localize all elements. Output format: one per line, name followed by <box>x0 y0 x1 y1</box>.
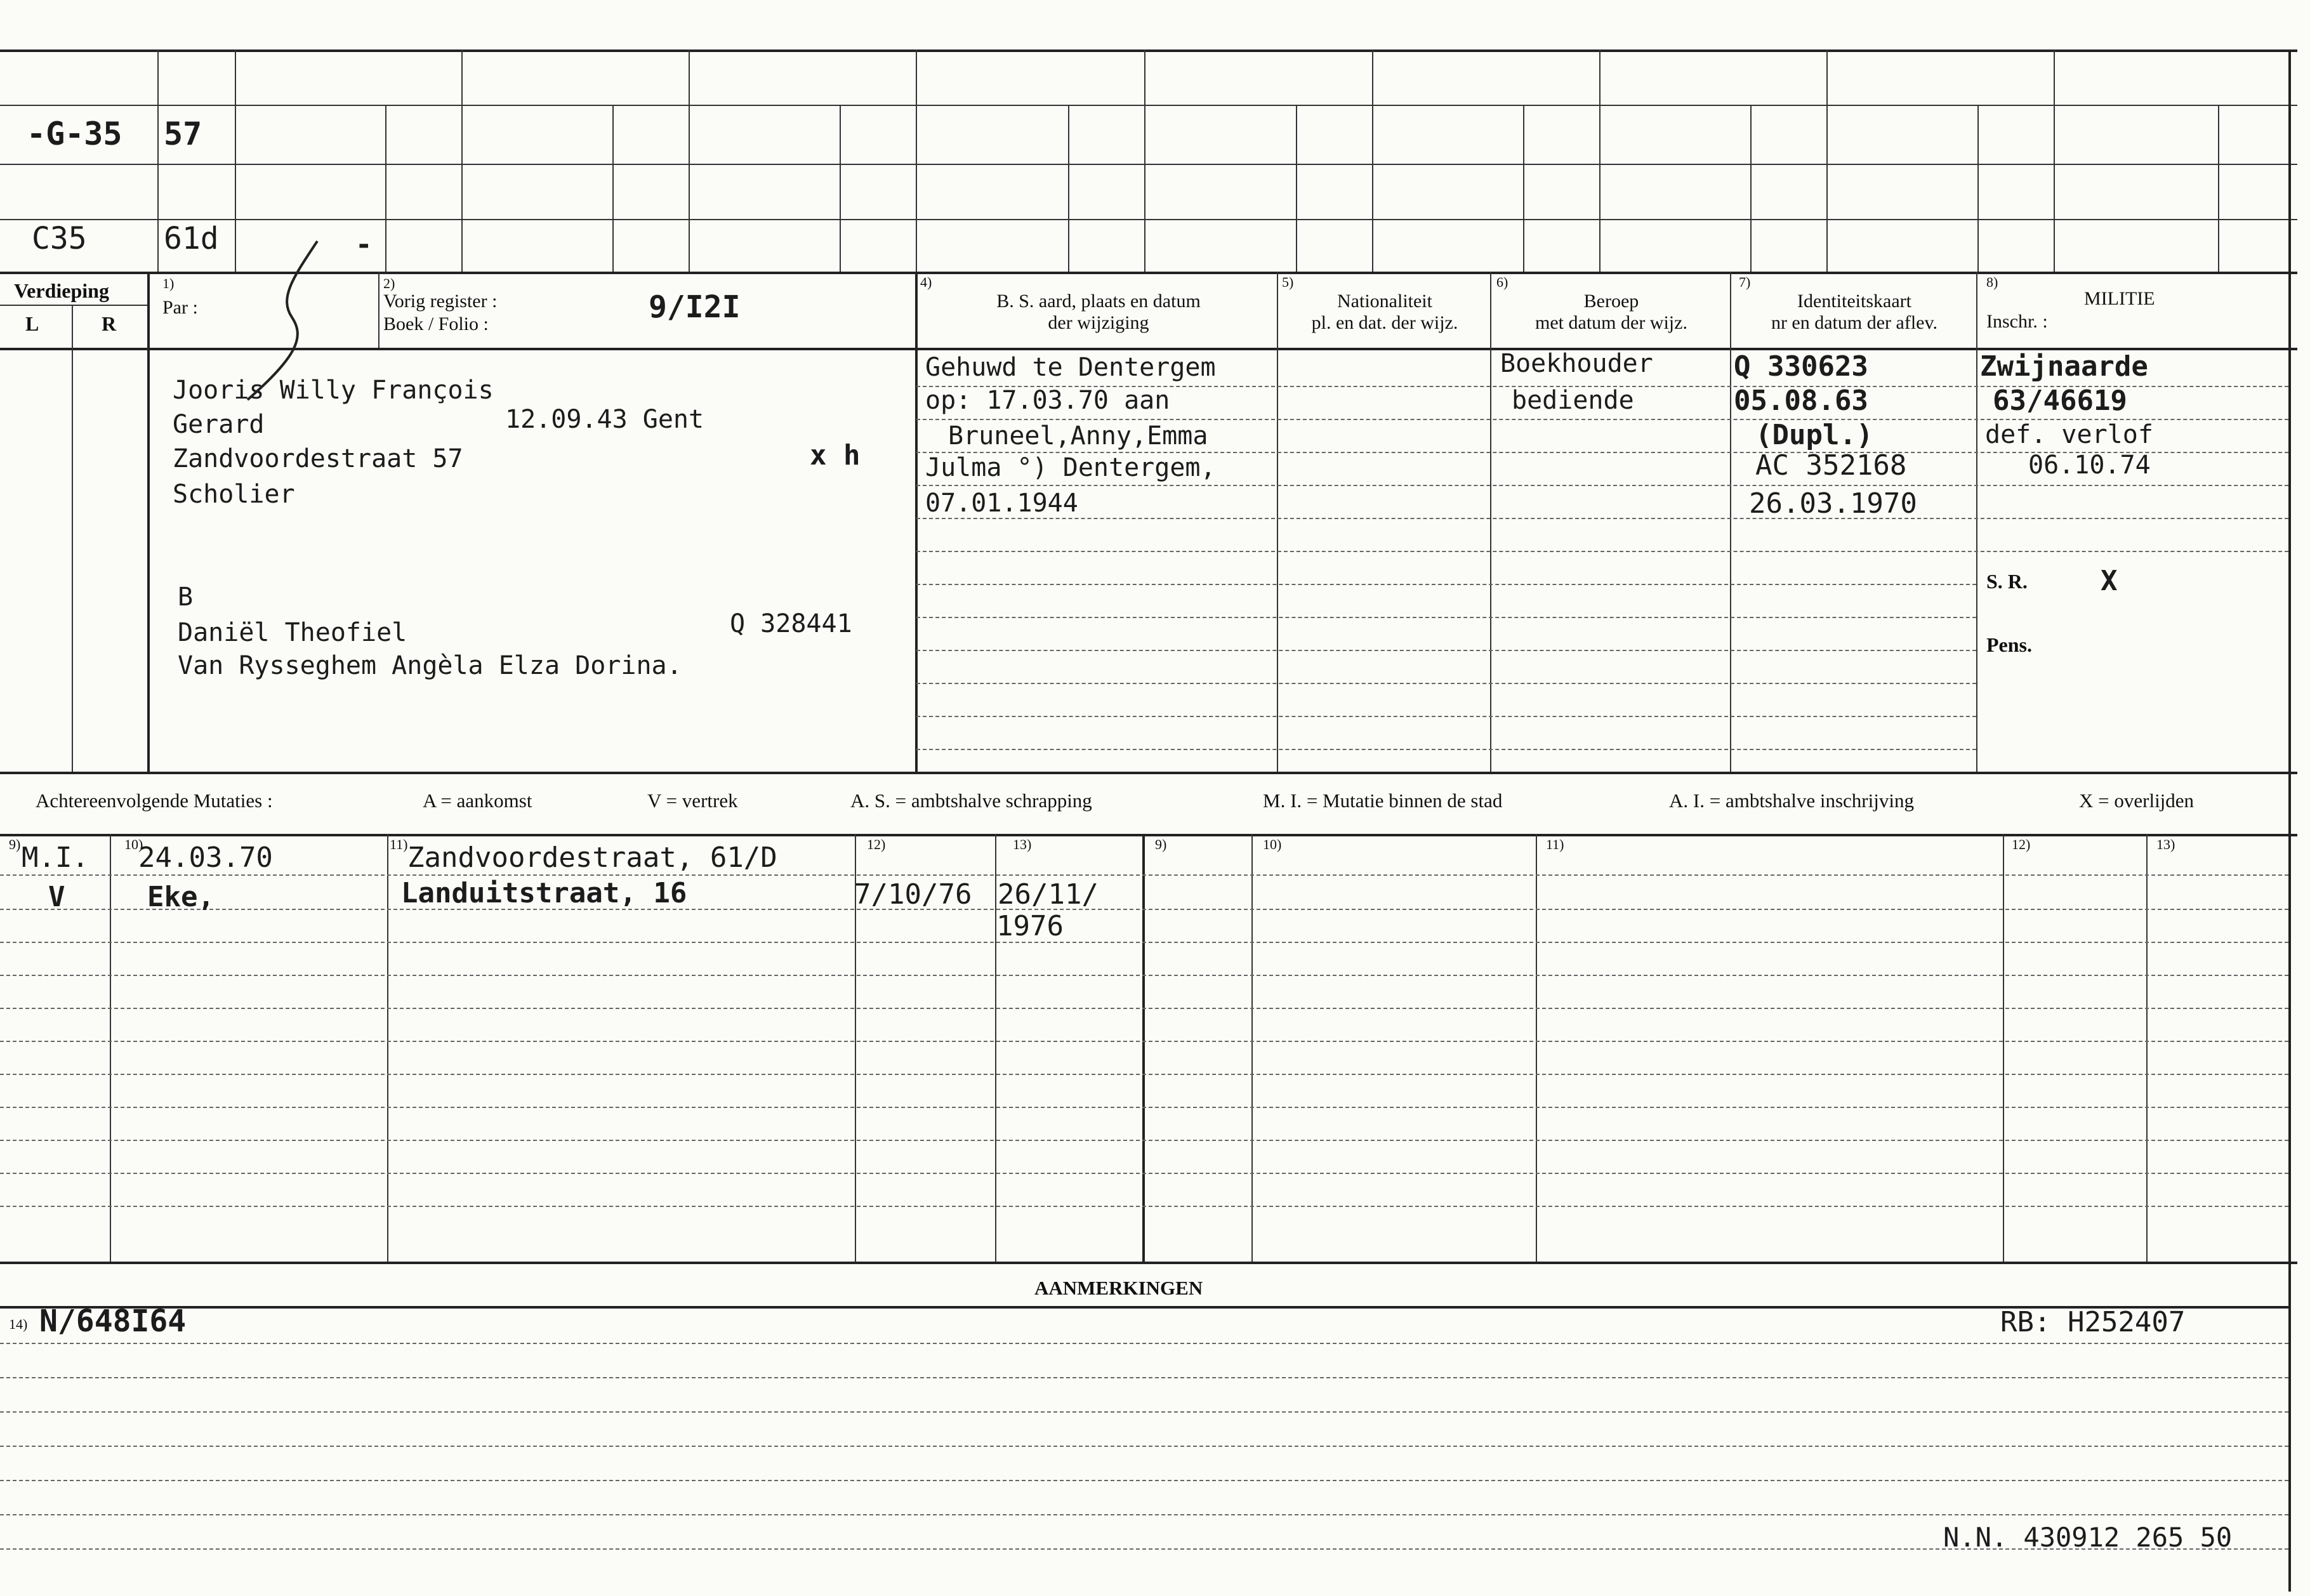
person-father: Daniël Theofiel <box>178 618 407 647</box>
mut-col-num: 12) <box>867 836 886 852</box>
mut-col-num: 13) <box>2156 836 2175 852</box>
bs-line-4: Julma °) Dentergem, <box>925 453 1216 482</box>
mut-row2-c13: 26/11/ <box>998 878 1099 911</box>
header-boek: Boek / Folio : <box>383 313 489 334</box>
remarks-rb: RB: H252407 <box>2000 1306 2186 1338</box>
remarks-ruling <box>0 1514 2288 1515</box>
ruling <box>916 485 2288 486</box>
person-father-id: Q 328441 <box>730 609 852 638</box>
code-row2-dash: - <box>355 228 373 261</box>
grid-col <box>1523 105 1524 272</box>
mutations-bottom <box>0 1262 2297 1264</box>
remarks-ruling <box>0 1377 2288 1378</box>
person-name-2: Gerard <box>173 410 265 439</box>
militie-line-3: def. verlof <box>1985 420 2153 449</box>
header-vorig-num: 2) <box>383 275 395 291</box>
id-line-4: AC 352168 <box>1755 449 1907 482</box>
col-divider <box>147 272 150 773</box>
bs-line-5: 07.01.1944 <box>925 489 1078 518</box>
bs-line-2: op: 17.03.70 aan <box>925 386 1170 415</box>
mut-ruling <box>0 874 2288 876</box>
code-row2-a: C35 <box>32 221 87 256</box>
legend-ai: A. I. = ambtshalve inschrijving <box>1669 789 1914 812</box>
person-occupation: Scholier <box>173 480 295 509</box>
mut-col-num: 10) <box>1263 836 1282 852</box>
id-line-3: (Dupl.) <box>1755 419 1873 451</box>
mut-ruling <box>0 1041 2288 1042</box>
bs-line-3: Bruneel,Anny,Emma <box>948 421 1208 451</box>
bs-line-1: Gehuwd te Dentergem <box>925 353 1216 382</box>
mut-col-num: 11) <box>1546 836 1564 852</box>
ruling <box>916 551 2288 552</box>
mut-ruling <box>0 1173 2288 1174</box>
mut-ruling <box>0 1008 2288 1009</box>
grid-col <box>1296 105 1297 272</box>
grid-col <box>689 49 690 272</box>
grid-col <box>2218 105 2219 272</box>
header-beroep-line1: Beroep <box>1583 291 1639 312</box>
person-birth: 12.09.43 Gent <box>505 405 704 434</box>
header-bs-num: 4) <box>920 274 932 290</box>
grid-col <box>1144 49 1145 272</box>
grid-col <box>1977 105 1979 272</box>
header-mil-num: 8) <box>1986 274 1998 290</box>
header-nat-line1: Nationaliteit <box>1337 291 1432 312</box>
legend-title: Achtereenvolgende Mutaties : <box>36 789 273 812</box>
header-id-num: 7) <box>1739 274 1751 290</box>
mut-col-main <box>1142 834 1145 1262</box>
remarks-title: AANMERKINGEN <box>1034 1277 1203 1299</box>
header-verdieping: Verdieping <box>14 279 109 302</box>
person-name: Jooris Willy François <box>173 376 494 405</box>
col-divider <box>1976 272 1977 773</box>
grid-col <box>461 49 463 272</box>
mut-ruling <box>0 1206 2288 1207</box>
header-id-line2: nr en datum der aflev. <box>1771 312 1938 333</box>
col-divider <box>1277 272 1278 773</box>
ruling <box>916 683 1976 684</box>
remarks-top <box>0 1306 2288 1309</box>
mut-ruling <box>0 1074 2288 1075</box>
mut-ruling <box>0 1140 2288 1141</box>
header-bs-line2: der wijziging <box>1048 312 1149 333</box>
id-line-5: 26.03.1970 <box>1749 487 1917 520</box>
mut-ruling <box>0 909 2288 910</box>
legend-x: X = overlijden <box>2079 789 2194 812</box>
col-divider <box>1730 272 1731 773</box>
mut-row2-date: Eke, <box>147 881 214 913</box>
remarks-nn: N.N. 430912 265 50 <box>1943 1522 2233 1553</box>
mut-col-num: 9) <box>1155 836 1167 852</box>
legend-mi: M. I. = Mutatie binnen de stad <box>1263 789 1503 812</box>
grid-col <box>1750 105 1752 272</box>
verdieping-line <box>0 305 150 306</box>
remarks-num: 14) <box>9 1316 28 1332</box>
mut-col-num: 11) <box>390 836 408 852</box>
militie-line-2: 63/46619 <box>1993 385 2127 417</box>
ruling <box>916 650 1976 651</box>
grid-col <box>1599 49 1600 272</box>
mut-col-num: 12) <box>2012 836 2031 852</box>
mut-col-num: 10) <box>124 836 143 852</box>
remarks-value: N/648I64 <box>39 1303 187 1339</box>
remarks-ruling <box>0 1480 2288 1481</box>
mut-col <box>110 834 111 1262</box>
mut-row2-type: V <box>48 881 65 913</box>
code-row1-b: 57 <box>164 115 202 152</box>
top-grid-line <box>0 219 2297 220</box>
id-line-1: Q 330623 <box>1734 350 1868 383</box>
mut-row1-address: Zandvoordestraat, 61/D <box>407 841 777 874</box>
right-border <box>2288 49 2291 1592</box>
grid-col <box>1372 49 1373 272</box>
remarks-ruling <box>0 1446 2288 1447</box>
person-b: B <box>178 583 194 612</box>
ruling <box>916 617 1976 618</box>
header-militie: MILITIE <box>2084 288 2155 309</box>
mut-col <box>995 834 996 1262</box>
militie-sr-label: S. R. <box>1986 570 2028 593</box>
top-border <box>0 49 2297 52</box>
grid-col <box>2054 49 2055 272</box>
mut-row1-type: M.I. <box>22 841 89 874</box>
mut-row2-address: Landuitstraat, 16 <box>401 877 687 909</box>
mutations-top <box>0 834 2297 836</box>
mut-row3-c13: 1976 <box>996 910 1064 942</box>
section-divider <box>0 772 2297 774</box>
top-grid-line <box>0 105 2297 106</box>
mut-ruling <box>0 1107 2288 1108</box>
ruling <box>916 716 1976 717</box>
mut-col-num: 13) <box>1013 836 1032 852</box>
ruling <box>916 584 1976 585</box>
mut-col <box>387 834 388 1262</box>
header-nationaliteit <box>1279 291 1490 334</box>
mut-col <box>1251 834 1253 1262</box>
top-grid-line <box>0 164 2297 165</box>
ruling <box>916 518 2288 519</box>
col-divider <box>1490 272 1491 773</box>
mut-col <box>1536 834 1537 1262</box>
grid-col <box>916 49 917 272</box>
mut-col <box>2003 834 2004 1262</box>
header-r: R <box>102 312 117 335</box>
remarks-ruling <box>0 1411 2288 1413</box>
header-par-num: 1) <box>162 275 175 291</box>
vorig-register-value: 9/I2I <box>649 289 741 325</box>
header-par: Par : <box>162 297 198 318</box>
legend-as: A. S. = ambtshalve schrapping <box>850 789 1092 812</box>
person-address: Zandvoordestraat 57 <box>173 444 463 473</box>
grid-col <box>235 49 236 272</box>
legend-a: A = aankomst <box>423 789 532 812</box>
header-nat-num: 5) <box>1282 274 1294 290</box>
beroep-line-1: Boekhouder <box>1500 349 1653 378</box>
mut-row2-c12: 7/10/76 <box>854 878 972 911</box>
grid-col <box>612 105 614 272</box>
mut-col <box>2146 834 2148 1262</box>
lr-divider <box>72 305 73 773</box>
mut-col-num: 9) <box>9 836 21 852</box>
header-vorig: Vorig register : <box>383 291 498 312</box>
id-line-2: 05.08.63 <box>1734 385 1868 417</box>
header-inschr: Inschr. : <box>1986 311 2048 332</box>
militie-line-4: 06.10.74 <box>2028 451 2151 480</box>
col-divider <box>915 272 918 773</box>
header-l: L <box>25 312 39 335</box>
header-beroep-num: 6) <box>1496 274 1508 290</box>
remarks-ruling <box>0 1343 2288 1344</box>
mut-ruling <box>0 942 2288 943</box>
militie-line-1: Zwijnaarde <box>1980 350 2148 383</box>
header-bs-line1: B. S. aard, plaats en datum <box>996 291 1201 312</box>
code-row1-a: -G-35 <box>27 115 122 152</box>
militie-pens-label: Pens. <box>1986 633 2032 656</box>
header-nat-line2: pl. en dat. der wijz. <box>1311 312 1458 333</box>
header-id-line1: Identiteitskaart <box>1797 291 1911 312</box>
person-mark: x h <box>810 439 861 472</box>
ruling <box>916 749 1976 750</box>
grid-col <box>1826 49 1828 272</box>
beroep-line-2: bediende <box>1512 386 1634 415</box>
militie-sr-value: X <box>2101 565 2118 597</box>
mut-ruling <box>0 975 2288 976</box>
grid-col <box>840 105 841 272</box>
mut-row1-date: 24.03.70 <box>138 841 273 874</box>
header-bs <box>920 291 1277 334</box>
header-beroep-line2: met datum der wijz. <box>1535 312 1687 333</box>
pen-stroke <box>241 228 444 406</box>
header-identiteitskaart <box>1732 291 1976 334</box>
person-mother: Van Rysseghem Angèla Elza Dorina. <box>178 651 682 680</box>
code-row2-b: 61d <box>164 221 219 256</box>
header-beroep <box>1493 291 1730 334</box>
legend-v: V = vertrek <box>647 789 738 812</box>
grid-col <box>157 49 159 272</box>
grid-col <box>1068 105 1069 272</box>
